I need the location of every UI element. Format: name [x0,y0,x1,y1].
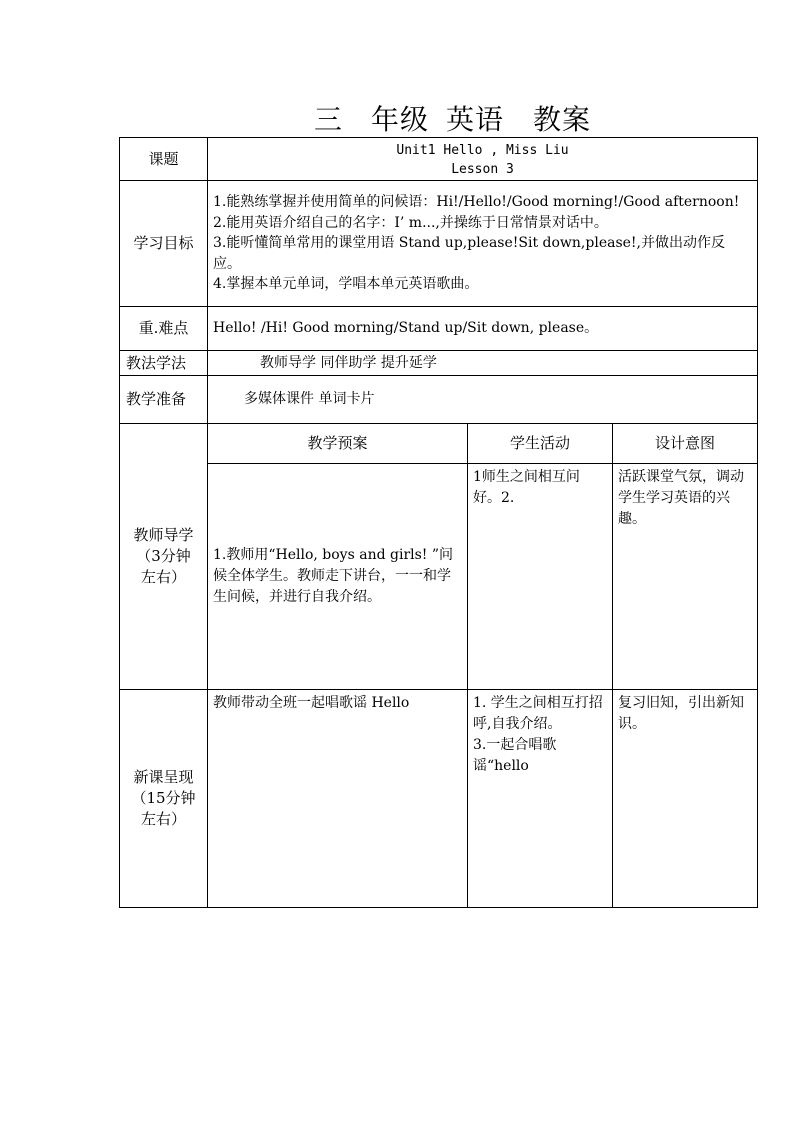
row-stage1 [120,464,758,690]
stage2-intent: 复习旧知，引出新知识。 [613,690,758,908]
key-points-value: Hello! /Hi! Good morning/Stand up/Sit down, please。 [208,307,758,351]
row-key-points [120,307,758,351]
stage2-label: 新课呈现 （15分钟 左右） [120,690,208,908]
stage1-plan: 1.教师用“Hello, boys and girls! ”问候全体学生。教师走下讲台，一一和学生问候，并进行自我介绍。 [208,464,468,690]
stage1-intent: 活跃课堂气氛，调动学生学习英语的兴趣。 [613,464,758,690]
stage2-plan: 教师带动全班一起唱歌谣 Hello [208,690,468,908]
objectives-label: 学习目标 [120,181,208,307]
objective-item: 3.能听懂简单常用的课堂用语 Stand up,please!Sit down,please!,并做出动作反应。 [213,235,725,272]
title-lesson-plan: 教案 [533,103,592,136]
row-stage2 [120,690,758,908]
preparation-value: 多媒体课件 单词卡片 [208,376,758,424]
topic-value [208,138,758,181]
lesson-plan-table [119,137,758,908]
objective-item: 1.能熟练掌握并使用简单的问候语：Hi!/Hello!/Good morning!/Good afternoon! [213,194,740,211]
row-topic [120,138,758,181]
objective-item: 2.能用英语介绍自己的名字：I’ m...,并操练于日常情景对话中。 [213,214,608,231]
row-objectives [120,181,758,307]
objective-item: 4.掌握本单元单词，学唱本单元英语歌曲。 [213,276,479,293]
topic-unit: Unit1 Hello , Miss Liu [396,143,569,158]
title-subject: 英语 [446,103,505,136]
methods-value: 教师导学 同伴助学 提升延学 [208,351,758,376]
key-points-label: 重.难点 [120,307,208,351]
preparation-label: 教学准备 [120,376,208,424]
stage1-label: 教师导学 （3分钟 左右） [120,424,208,690]
topic-label: 课题 [120,138,208,181]
title-grade-number: 三 [314,103,344,136]
column-header-plan: 教学预案 [208,424,468,464]
objectives-list [208,181,758,307]
row-column-headers [120,424,758,464]
column-header-intent: 设计意图 [613,424,758,464]
methods-label: 教法学法 [120,351,208,376]
topic-lesson: Lesson 3 [451,162,514,177]
title-grade: 年级 [371,103,430,136]
stage2-activity: 1. 学生之间相互打招呼,自我介绍。 3.一起合唱歌谣“hello [468,690,613,908]
stage1-activity: 1师生之间相互问好。2. [468,464,613,690]
row-methods [120,351,758,376]
row-preparation [120,376,758,424]
column-header-activity: 学生活动 [468,424,613,464]
